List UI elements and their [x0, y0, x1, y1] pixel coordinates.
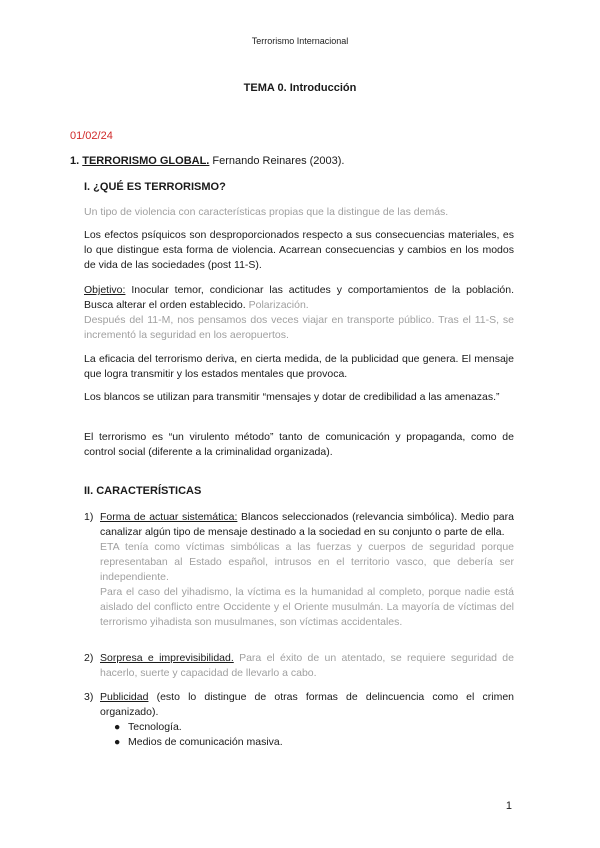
objetivo-gray-example: Después del 11-M, nos pensamos dos veces viajar en transporte público. Tras el 11-S, se incrementó la seguridad en los aeropuertos. — [84, 314, 514, 341]
paragraph-2: Los efectos psíquicos son desproporcionados respecto a sus consecuencias materiales, es lo que distingue esta forma de violencia. Acarrean consecuencias y cambios en los modos de vida de las sociedades (post 11-S). — [84, 229, 514, 271]
document-title: TEMA 0. Introducción — [243, 82, 357, 94]
paragraph-6: El terrorismo es “un virulento método” tanto de comunicación y propaganda, como de control social (diferente a la criminalidad organizada). — [84, 431, 514, 458]
objetivo-label: Objetivo: — [84, 284, 126, 296]
list-item-1-example-yihadismo: Para el caso del yihadismo, la víctima es la humanidad al completo, porque nadie está aislado del conflicto entre Occidente y el Oriente musulmán. La mayoría de víctimas del terrorismo yihadista son musulmanes, son víctimas accidentales. — [100, 586, 514, 628]
list-item-3-text: (esto lo distingue de otras formas de delincuencia como el crimen organizado). — [100, 691, 514, 718]
paragraph-4: La eficacia del terrorismo deriva, en cierta medida, de la publicidad que genera. El mensaje que logra transmitir y los estados mentales que provoca. — [84, 353, 514, 380]
list-item-1-text: Blancos seleccionados (relevancia simbólica). Medio para canalizar algún tipo de mensaje destinado a la sociedad en su conjunto o parte de ella. — [100, 511, 514, 538]
bullet-text: Medios de comunicación masiva. — [128, 736, 283, 748]
page-number: 1 — [505, 800, 512, 812]
list-item-2-number: 2) — [84, 652, 94, 664]
list-item-3-label: Publicidad — [100, 691, 149, 703]
list-item-1-number: 1) — [84, 511, 94, 523]
running-header: Terrorismo Internacional — [251, 36, 349, 46]
section-1-heading — [70, 155, 345, 167]
objetivo-gray-tail: Polarización. — [248, 299, 309, 311]
subheading-que-es: I. ¿QUÉ ES TERRORISMO? — [84, 181, 226, 193]
section-1-number: 1. — [70, 155, 80, 167]
list-item-2-label: Sorpresa e imprevisibilidad. — [100, 652, 234, 664]
paragraph-objetivo — [84, 283, 514, 343]
list-item-3-number: 3) — [84, 691, 94, 703]
bullet-item — [114, 735, 283, 750]
section-1-author: Fernando Reinares (2003). — [209, 155, 345, 167]
list-item-1-example-eta: ETA tenía como víctimas simbólicas a las fuerzas y cuerpos de seguridad porque representaban al Estado español, intrusos en el territorio vasco, que debería ser independiente. — [100, 541, 514, 583]
list-item-1-label: Forma de actuar sistemática: — [100, 511, 238, 523]
bullet-text: Tecnología. — [128, 721, 182, 733]
list-item-2-text: Para el éxito de un atentado, se requiere seguridad de hacerlo, suerte y capacidad de llevarlo a cabo. — [100, 652, 514, 679]
list-item-3 — [84, 690, 514, 720]
paragraph-1: Un tipo de violencia con características propias que la distingue de las demás. — [84, 206, 449, 218]
bullet-icon: ● — [114, 736, 121, 748]
list-item-2 — [84, 651, 514, 681]
paragraph-5: Los blancos se utilizan para transmitir “mensajes y dotar de credibilidad a las amenazas.” — [84, 391, 500, 403]
list-item-1 — [84, 510, 514, 630]
section-1-title: TERRORISMO GLOBAL. — [82, 155, 210, 167]
objetivo-text: Inocular temor, condicionar las actitudes y comportamientos de la población. Busca alterar el orden establecido. — [84, 284, 514, 311]
subheading-caracteristicas: II. CARACTERÍSTICAS — [84, 485, 202, 497]
bullet-icon: ● — [114, 721, 121, 733]
bullet-item — [114, 720, 182, 735]
date-stamp: 01/02/24 — [70, 130, 113, 142]
